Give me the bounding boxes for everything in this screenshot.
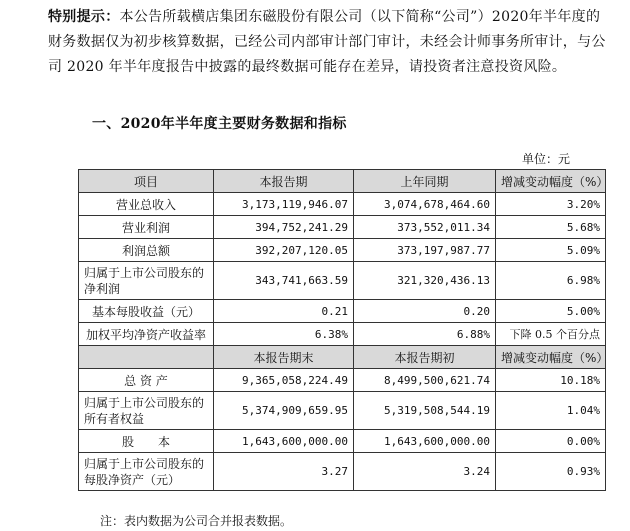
row-label: 归属于上市公司股东的净利润 [79,262,214,300]
row-label: 股 本 [79,430,214,453]
table-row [79,239,606,262]
table-cell: 3,074,678,464.60 [354,193,496,216]
special-notice-paragraph [48,5,608,80]
table-cell: 321,320,436.13 [354,262,496,300]
column-header: 增减变动幅度（%） [496,346,606,369]
row-label: 总 资 产 [79,369,214,392]
financial-data-table [78,169,609,491]
column-header: 项目 [79,170,214,193]
table-row [79,193,606,216]
row-label: 归属于上市公司股东的每股净资产（元） [79,453,214,491]
table-cell: 343,741,663.59 [214,262,354,300]
table-row [79,369,606,392]
special-notice-lead: 特别提示： [48,9,120,25]
table-cell: 5.00% [496,300,606,323]
table-row [79,430,606,453]
table-cell: 5.09% [496,239,606,262]
column-header: 增减变动幅度（%） [496,170,606,193]
table-cell: 5,319,508,544.19 [354,392,496,430]
column-header: 本报告期初 [354,346,496,369]
table-cell: 下降 0.5 个百分点 [496,323,606,346]
column-header: 本报告期 [214,170,354,193]
table-cell: 5.68% [496,216,606,239]
table-row [79,262,606,300]
unit-label: 单位：元 [521,152,570,166]
table-cell: 1,643,600,000.00 [214,430,354,453]
table-cell: 3,173,119,946.07 [214,193,354,216]
table-footnote: 注：表内数据为公司合并报表数据。 [100,514,293,528]
row-label: 基本每股收益（元） [79,300,214,323]
table-subheader-row [79,346,606,369]
table-cell: 373,197,987.77 [354,239,496,262]
table-cell: 394,752,241.29 [214,216,354,239]
table-cell: 8,499,500,621.74 [354,369,496,392]
table-cell: 9,365,058,224.49 [214,369,354,392]
special-notice-text: 本公告所载横店集团东磁股份有限公司（以下简称“公司”）2020年半年度的财务数据仅为初步核算数据，已经公司内部审计部门审计，未经会计师事务所审计，与公司 2020 年半年度报告中披露的最终数据可能存在差异，请投资者注意投资风险。 [48,9,606,75]
table-cell: 1,643,600,000.00 [354,430,496,453]
table-row [79,216,606,239]
table-header-row [79,170,606,193]
column-header: 本报告期末 [214,346,354,369]
table-cell: 0.93% [496,453,606,491]
row-label: 营业利润 [79,216,214,239]
table-row [79,323,606,346]
table-cell: 1.04% [496,392,606,430]
table-cell: 392,207,120.05 [214,239,354,262]
table-cell: 5,374,909,659.95 [214,392,354,430]
row-label: 加权平均净资产收益率 [79,323,214,346]
table-cell: 3.27 [214,453,354,491]
column-header [79,346,214,369]
row-label: 利润总额 [79,239,214,262]
table-row [79,453,606,491]
table-cell: 10.18% [496,369,606,392]
table-cell: 6.38% [214,323,354,346]
section-heading: 一、2020年半年度主要财务数据和指标 [92,116,347,132]
table-cell: 0.00% [496,430,606,453]
table-cell: 3.24 [354,453,496,491]
table-row [79,392,606,430]
table-cell: 6.98% [496,262,606,300]
column-header: 上年同期 [354,170,496,193]
table-cell: 3.20% [496,193,606,216]
row-label: 营业总收入 [79,193,214,216]
table-cell: 0.21 [214,300,354,323]
row-label: 归属于上市公司股东的所有者权益 [79,392,214,430]
table-row [79,300,606,323]
table-cell: 0.20 [354,300,496,323]
table-cell: 373,552,011.34 [354,216,496,239]
table-cell: 6.88% [354,323,496,346]
